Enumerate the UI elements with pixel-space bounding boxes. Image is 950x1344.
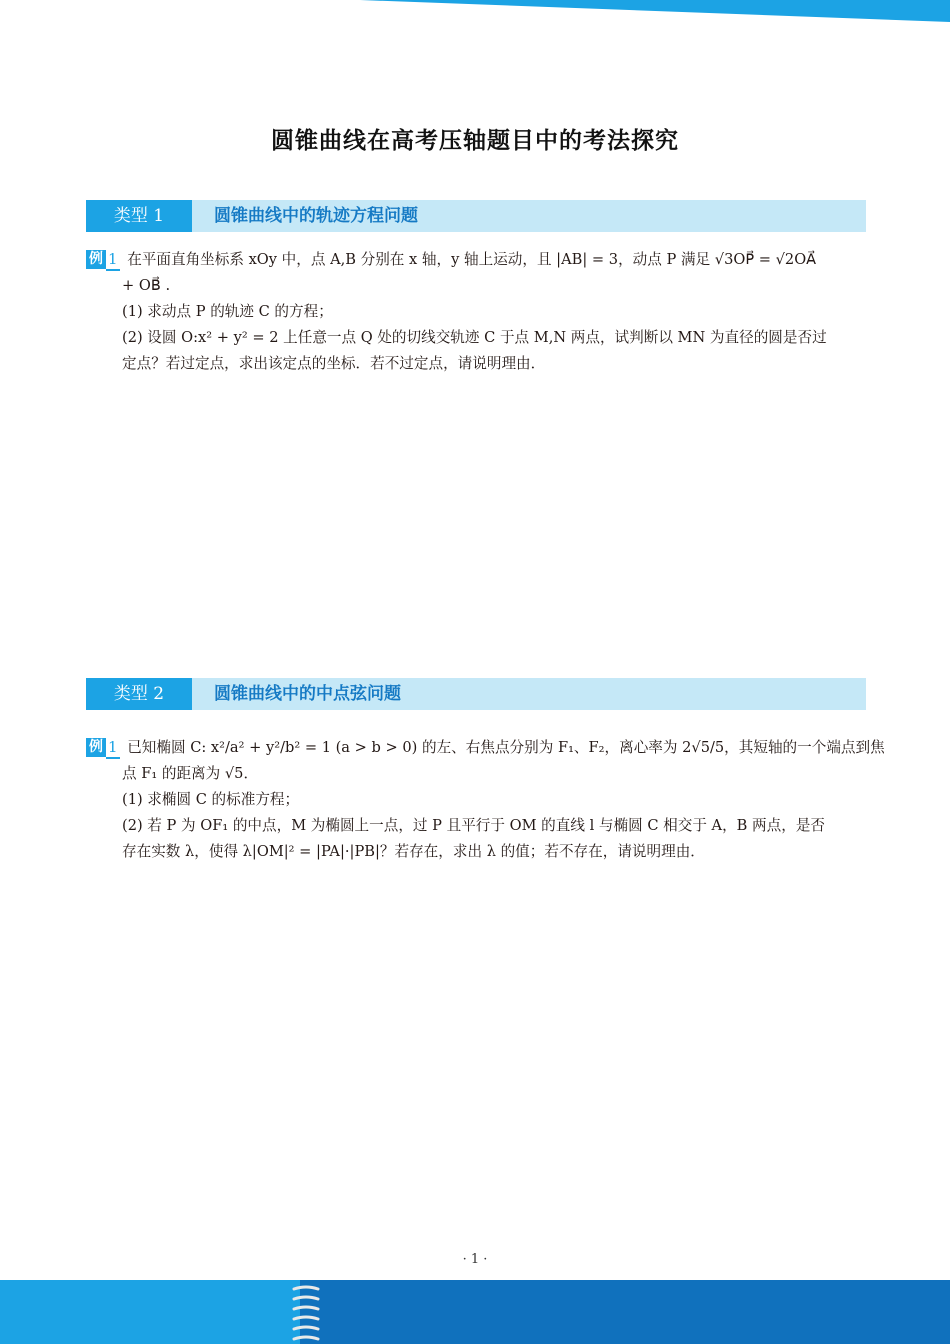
section-header-1 xyxy=(86,200,866,232)
problem-text-line: (2) 设圆 O:x² + y² = 2 上任意一点 Q 处的切线交轨迹 C 于点 M,N 两点，试判断以 MN 为直径的圆是否过 xyxy=(122,329,827,346)
page-title: 圆锥曲线在高考压轴题目中的考法探究 xyxy=(271,127,679,154)
problem-text-line: + OB⃗ . xyxy=(122,277,171,294)
page-number: · 1 · xyxy=(462,1252,488,1267)
problem-text-line: 已知椭圆 C: x²/a² + y²/b² = 1 (a > b > 0) 的左、右焦点分别为 F₁、F₂，离心率为 2√5/5，其短轴的一个端点到焦 xyxy=(127,739,885,756)
problem-text-line: 在平面直角坐标系 xOy 中，点 A,B 分别在 x 轴，y 轴上运动，且 |AB| = 3，动点 P 满足 √3OP⃗ = √2OA⃗ xyxy=(127,251,817,268)
section-heading: 圆锥曲线中的中点弦问题 xyxy=(214,684,401,704)
example-block-1 xyxy=(86,247,866,377)
example-badge: 例 xyxy=(86,738,106,757)
section-header-2 xyxy=(86,678,866,710)
example-block-2 xyxy=(86,735,885,865)
footer-band xyxy=(0,1280,950,1344)
section-tag: 类型 1 xyxy=(86,200,192,232)
problem-text-line: (1) 求椭圆 C 的标准方程； xyxy=(122,791,300,808)
example-label xyxy=(86,247,120,273)
section-tag: 类型 2 xyxy=(86,678,192,710)
problem-text-line: (1) 求动点 P 的轨迹 C 的方程； xyxy=(122,303,333,320)
spiral-binding-icon xyxy=(288,1283,324,1344)
problem-text-line: (2) 若 P 为 OF₁ 的中点，M 为椭圆上一点，过 P 且平行于 OM 的直线 l 与椭圆 C 相交于 A，B 两点，是否 xyxy=(122,817,826,834)
example-number: 1 xyxy=(106,250,120,271)
problem-text-line: 定点？若过定点，求出该定点的坐标．若不过定点，请说明理由． xyxy=(122,355,546,372)
example-label xyxy=(86,735,120,761)
example-number: 1 xyxy=(106,738,120,759)
top-decorative-stripe xyxy=(360,0,950,22)
section-heading: 圆锥曲线中的轨迹方程问题 xyxy=(214,206,418,226)
footer-band-dark xyxy=(300,1280,950,1344)
example-badge: 例 xyxy=(86,250,106,269)
problem-text-line: 存在实数 λ，使得 λ|OM|² = |PA|·|PB|？若存在，求出 λ 的值；若不存在，请说明理由． xyxy=(122,843,705,860)
problem-text-line: 点 F₁ 的距离为 √5． xyxy=(122,765,259,782)
